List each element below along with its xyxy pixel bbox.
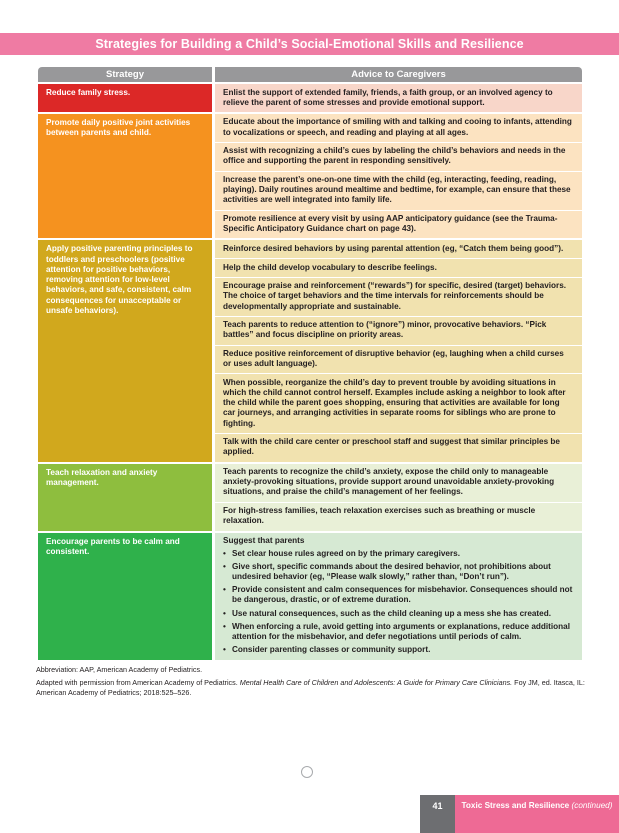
section-title-footer <box>455 795 619 833</box>
advice-intro: Suggest that parents <box>223 536 305 545</box>
advice-paragraph: For high-stress families, teach relaxation exercises such as breathing or muscle relaxation. <box>215 502 582 531</box>
strategy-label: Reduce family stress. <box>46 88 131 97</box>
page-title: Strategies for Building a Child’s Social-Emotional Skills and Resilience <box>95 37 524 51</box>
citation-title: Mental Health Care of Children and Adolescents: A Guide for Primary Care Clinicians. <box>239 677 513 687</box>
abbreviation-note: Abbreviation: AAP, American Academy of Pediatrics. <box>36 664 203 674</box>
binder-hole-icon <box>301 766 313 778</box>
advice-paragraph: Talk with the child care center or preschool staff and suggest that similar principles be applied. <box>215 433 582 462</box>
strategy-label: Teach relaxation and anxiety management. <box>46 467 158 487</box>
continued-label: (continued) <box>571 801 613 810</box>
strategy-cell <box>38 464 212 531</box>
advice-bullet-list <box>215 547 582 660</box>
citation-suffix: Foy JM, ed. Itasca, IL: American Academy of Pediatrics; 2018:525–526. <box>36 677 585 697</box>
advice-paragraph: Enlist the support of extended family, friends, a faith group, or an involved agency to relieve the parent of some stresses and provide emotional support. <box>223 87 553 107</box>
source-citation <box>36 678 588 697</box>
advice-cell <box>215 240 582 461</box>
advice-paragraph: When possible, reorganize the child’s day to prevent trouble by avoiding situations in which the child cannot control herself. Examples include asking a neighbor to look after the child while the parent goes shopping, ensuring that activities are available for long car journeys, and arranging activities in separate rooms for siblings who are prone to fighting. <box>215 373 582 432</box>
advice-bullet: • Give short, specific commands about the desired behavior, not prohibitions about undesired behavior (eg, “Please walk slowly,” rather than, “Don’t run”). <box>215 560 582 583</box>
advice-paragraph: Educate about the importance of smiling with and talking and cooing to infants, attending to vocalizations or speech, and reading and playing at all ages. <box>223 117 572 137</box>
footnotes <box>36 665 588 698</box>
advice-bullet: • Consider parenting classes or community support. <box>215 644 582 657</box>
document-page <box>0 33 619 833</box>
advice-bullet: • Use natural consequences, such as the child cleaning up a mess she has created. <box>215 607 582 620</box>
table-row <box>38 84 582 112</box>
page-number: 41 <box>420 795 455 833</box>
advice-cell <box>215 464 582 531</box>
table-row <box>38 240 582 461</box>
strategy-cell <box>38 533 212 660</box>
section-name: Toxic Stress and Resilience <box>461 801 570 810</box>
advice-bullet: • Set clear house rules agreed on by the primary caregivers. <box>215 547 582 560</box>
page-footer <box>420 795 619 833</box>
advice-paragraph: Teach parents to recognize the child’s anxiety, expose the child only to manageable anxiety-provoking situations, provide support around unavoidable anxiety-provoking situations, and praise the child’s management of her feelings. <box>223 467 555 497</box>
column-header-strategy: Strategy <box>38 67 212 82</box>
table-title-bar <box>0 33 619 55</box>
column-header-advice: Advice to Caregivers <box>215 67 582 82</box>
advice-paragraph: Increase the parent’s one-on-one time with the child (eg, interacting, feeding, reading, playing). Daily routines around mealtime and bedtime, for example, can ensure that these activities are well integrated into family life. <box>215 171 582 210</box>
advice-paragraph: Assist with recognizing a child’s cues by labeling the child’s behaviors and needs in the office and supporting the parent in responding sensitively. <box>215 142 582 171</box>
strategy-label: Encourage parents to be calm and consistent. <box>46 536 180 556</box>
strategy-label: Apply positive parenting principles to toddlers and preschoolers (positive attention for positive behaviors, removing attention for low-level behaviors, and safe, consistent, calm consequences for unacceptable or unsafe behaviors). <box>46 244 193 315</box>
advice-paragraph: Encourage praise and reinforcement (“rewards”) for specific, desired (target) behaviors. The choice of target behaviors and the time intervals for reinforcements should be developmentally appropriate and sustainable. <box>215 277 582 316</box>
advice-cell <box>215 84 582 112</box>
strategies-table <box>38 67 582 660</box>
advice-bullet: • Provide consistent and calm consequences for misbehavior. Consequences should not be dangerous, drastic, or of extreme duration. <box>215 584 582 607</box>
strategy-label: Promote daily positive joint activities between parents and child. <box>46 117 191 138</box>
table-row <box>38 533 582 660</box>
advice-cell <box>215 533 582 660</box>
strategy-cell <box>38 240 212 461</box>
advice-paragraph: Teach parents to reduce attention to (“ignore”) minor, provocative behaviors. “Pick battles” and focus discipline on priority areas. <box>215 316 582 345</box>
advice-paragraph: Help the child develop vocabulary to describe feelings. <box>215 258 582 277</box>
table-row <box>38 464 582 531</box>
advice-bullet: • When enforcing a rule, avoid getting into arguments or explanations, reduce additional attention for the misbehavior, and defer negotiations until periods of calm. <box>215 620 582 643</box>
advice-paragraph: Promote resilience at every visit by using AAP anticipatory guidance (see the Trauma-Specific Anticipatory Guidance chart on page 43). <box>215 210 582 239</box>
advice-cell <box>215 114 582 239</box>
table-row <box>38 114 582 239</box>
advice-paragraph: Reduce positive reinforcement of disruptive behavior (eg, laughing when a child curses or uses adult language). <box>215 345 582 374</box>
strategy-cell <box>38 114 212 239</box>
strategy-cell <box>38 84 212 112</box>
citation-prefix: Adapted with permission from American Academy of Pediatrics. <box>36 677 240 687</box>
advice-paragraph: Reinforce desired behaviors by using parental attention (eg, “Catch them being good”). <box>223 243 564 253</box>
table-header-row <box>38 67 582 82</box>
